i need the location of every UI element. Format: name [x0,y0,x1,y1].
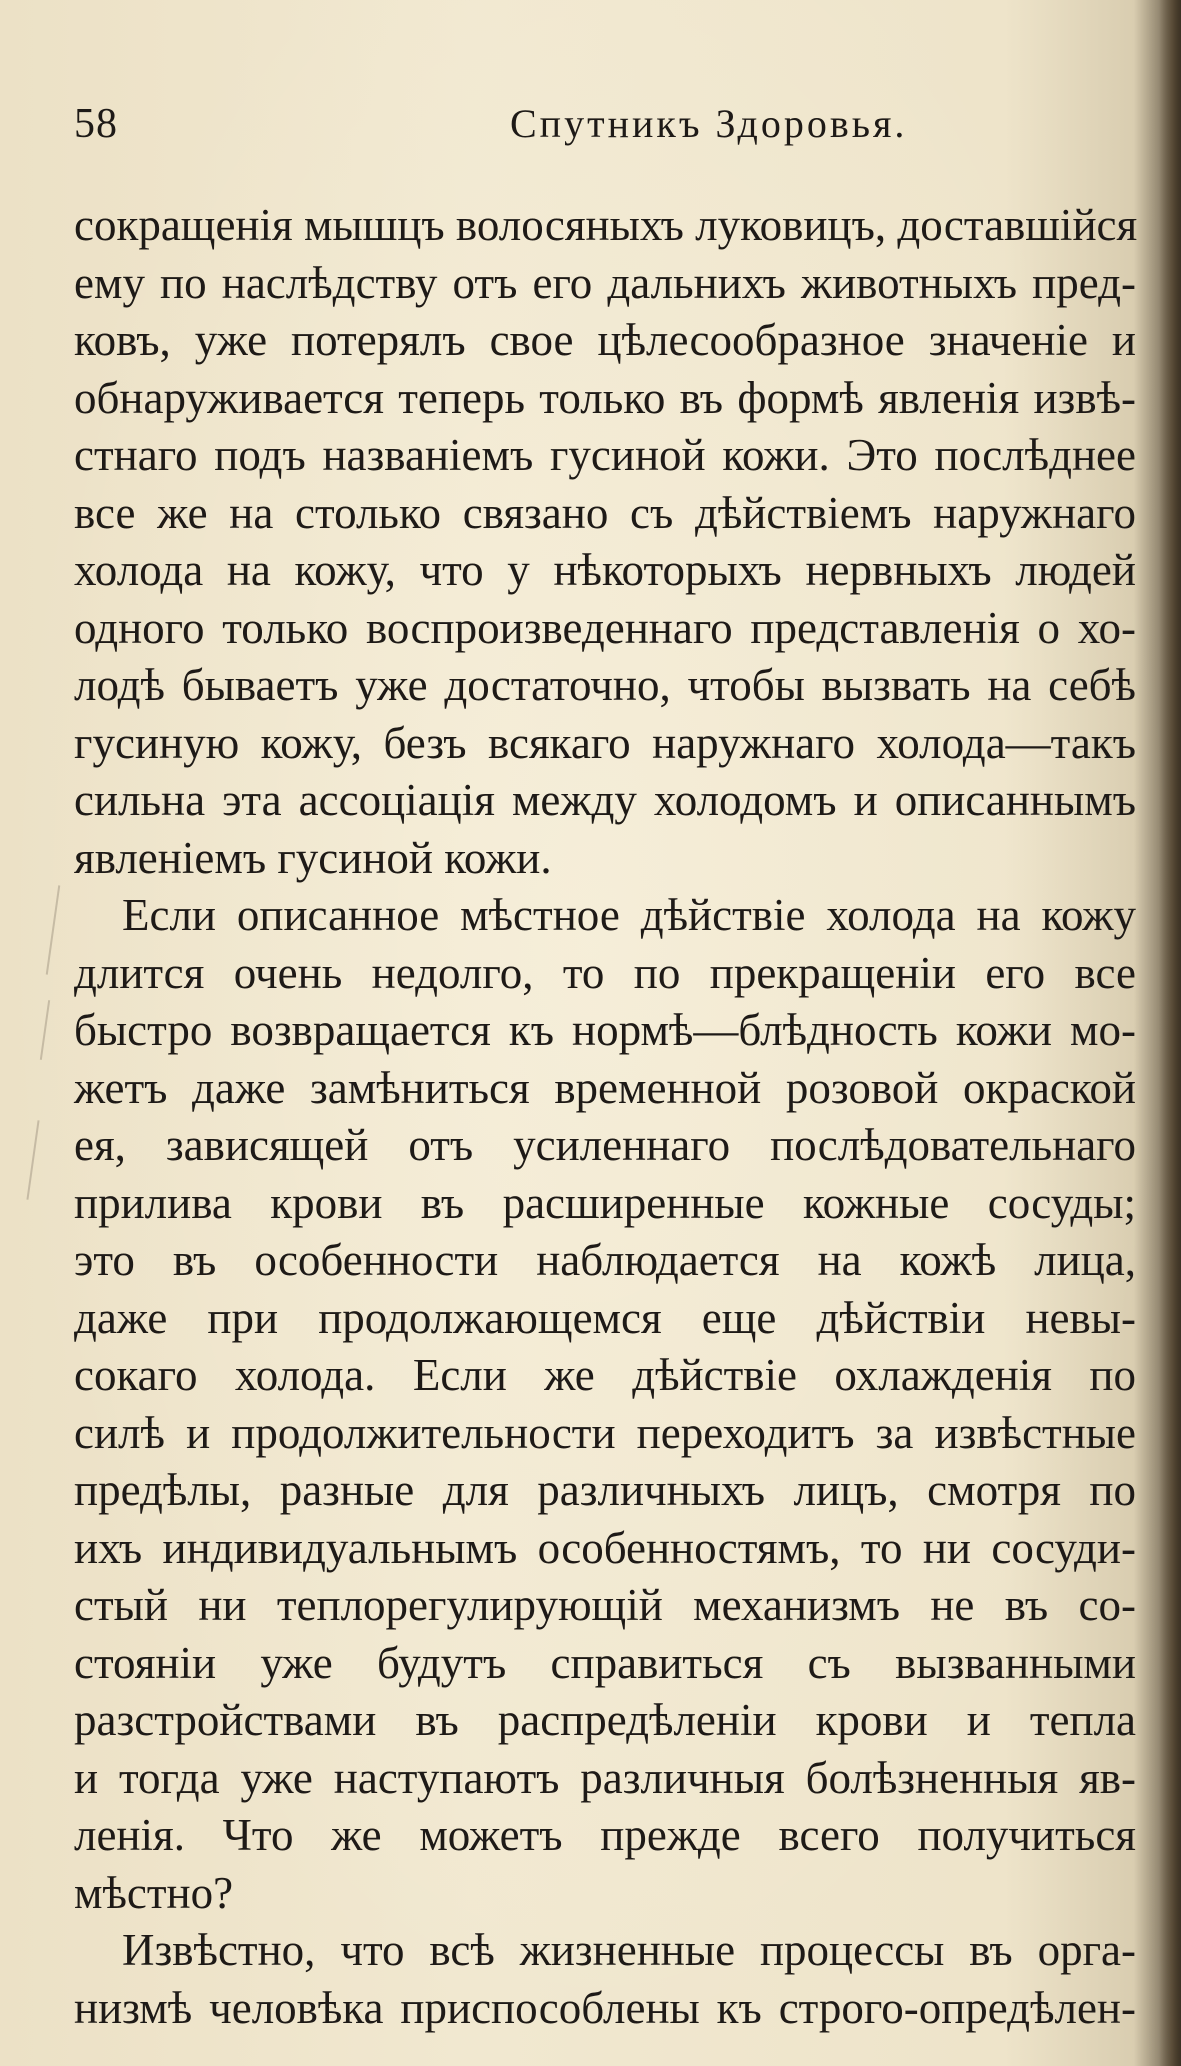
text-line: и тогда уже наступаютъ различныя болѣзненныя яв- [74,1752,1136,1803]
text-line: обнаруживается теперь только въ формѣ явленія извѣ- [74,372,1136,423]
text-line: это въ особенности наблюдается на кожѣ лица, [74,1235,1136,1285]
text-line: прилива крови въ расширенные кожные сосуды; [74,1177,1136,1228]
margin-pencil-mark [40,1000,50,1060]
text-line: сокращенія мышцъ волосяныхъ луковицъ, доставшійся [74,200,1138,250]
text-line: гусиную кожу, безъ всякаго наружнаго холода—такъ [74,717,1136,768]
text-line: сильна эта ассоціація между холодомъ и описаннымъ [74,775,1136,825]
text-line: явленіемъ гусиной кожи. [74,832,552,883]
text-line: низмѣ человѣка приспособлены къ строго-опредѣлен- [74,1982,1136,2033]
margin-pencil-mark [26,1120,39,1199]
text-line: сокаго холода. Если же дѣйствіе охлажденія по [74,1350,1136,1400]
text-line: предѣлы, разные для различныхъ лицъ, смотря по [74,1465,1136,1515]
text-line: даже при продолжающемся еще дѣйствіи невы- [74,1292,1136,1343]
text-line: длится очень недолго, то по прекращеніи его все [74,947,1136,998]
text-line: стнаго подъ названіемъ гусиной кожи. Это послѣднее [74,430,1136,480]
text-line: мѣстно? [74,1867,234,1918]
text-line: стояніи уже будутъ справиться съ вызванными [74,1637,1136,1688]
margin-pencil-mark [46,885,61,974]
page-header [74,100,1134,160]
text-line: быстро возвращается къ нормѣ—блѣдность кожи мо- [74,1005,1136,1055]
text-line: ленія. Что же можетъ прежде всего получиться [74,1810,1136,1860]
page-edge-shadow [1159,0,1181,2066]
text-line: все же на столько связано съ дѣйствіемъ наружнаго [74,487,1136,538]
text-line: жетъ даже замѣниться временной розовой окраской [74,1062,1136,1113]
text-line: ему по наслѣдству отъ его дальнихъ животныхъ пред- [74,257,1136,308]
text-line: Извѣстно, что всѣ жизненные процессы въ орга- [122,1925,1136,1975]
text-line: стый ни теплорегулирующій механизмъ не въ со- [74,1580,1136,1630]
body-text [74,197,1136,2037]
page-number: 58 [74,101,118,147]
text-line: одного только воспроизведеннаго представленія о хо- [74,602,1136,653]
text-line: лодѣ бываетъ уже достаточно, чтобы вызвать на себѣ [74,660,1136,710]
text-line: разстройствами въ распредѣленіи крови и тепла [74,1695,1136,1745]
text-line: Если описанное мѣстное дѣйствіе холода на кожу [122,890,1136,940]
text-line: ея, зависящей отъ усиленнаго послѣдовательнаго [74,1120,1136,1170]
text-line: ковъ, уже потерялъ свое цѣлесообразное значеніе и [74,315,1136,365]
text-line: силѣ и продолжительности переходитъ за извѣстные [74,1407,1136,1458]
text-line: холода на кожу, что у нѣкоторыхъ нервныхъ людей [74,545,1136,595]
running-title: Спутникъ Здоровья. [510,101,908,146]
text-line: ихъ индивидуальнымъ особенностямъ, то ни сосуди- [74,1522,1136,1573]
